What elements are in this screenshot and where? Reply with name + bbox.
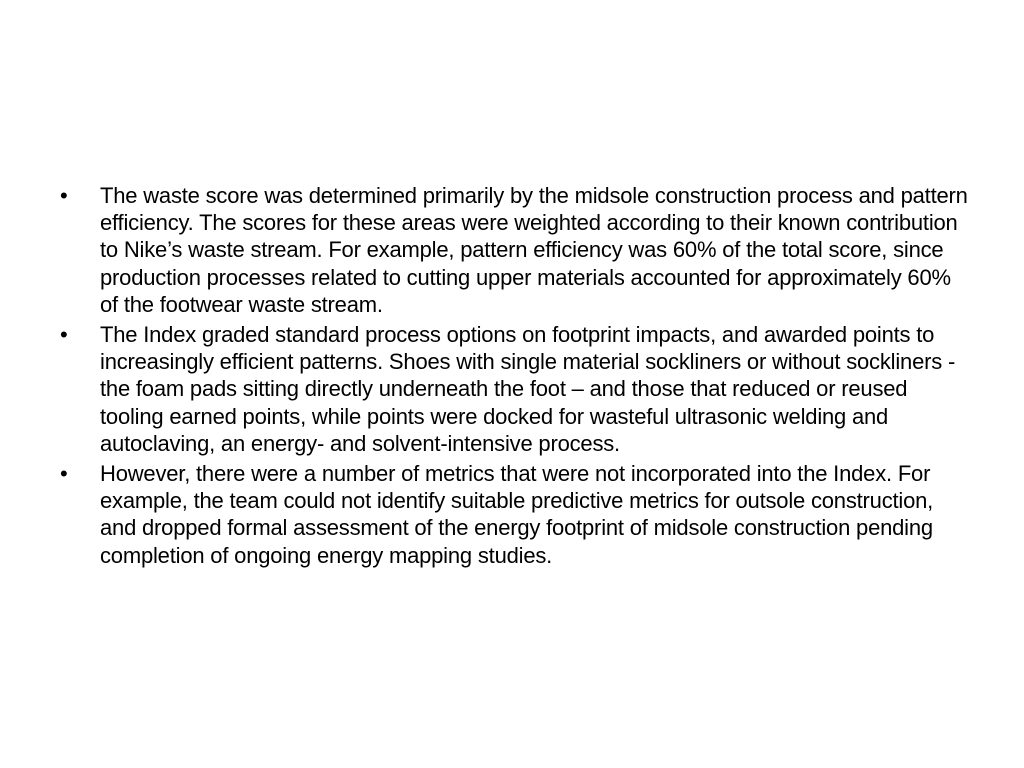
bullet-item-missing-metrics <box>58 460 968 569</box>
bullet-text: The Index graded standard process options on footprint impacts, and awarded points to increasingly efficient patterns. Shoes with single material sockliners or without sockliners - the foam pads sitting directly underneath the foot – and those that reduced or reused tooling earned points, while points were docked for wasteful ultrasonic welding and autoclaving, an energy- and solvent-intensive process. <box>100 322 956 456</box>
bullet-list <box>58 182 968 569</box>
bullet-text: However, there were a number of metrics that were not incorporated into the Index. For example, the team could not identify suitable predictive metrics for outsole construction, and dropped formal assessment of the energy footprint of midsole construction pending completion of ongoing energy mapping studies. <box>100 461 934 568</box>
slide-body <box>58 182 968 572</box>
bullet-text: The waste score was determined primarily by the midsole construction process and pattern efficiency. The scores for these areas were weighted according to their known contribution to Nike’s waste stream. For example, pattern efficiency was 60% of the total score, since production processes related to cutting upper materials accounted for approximately 60% of the footwear waste stream. <box>100 183 968 317</box>
bullet-item-waste-score <box>58 182 968 318</box>
bullet-item-index-grading <box>58 321 968 457</box>
bullet-icon: • <box>60 461 68 487</box>
bullet-icon: • <box>60 183 68 208</box>
bullet-icon: • <box>60 322 68 348</box>
